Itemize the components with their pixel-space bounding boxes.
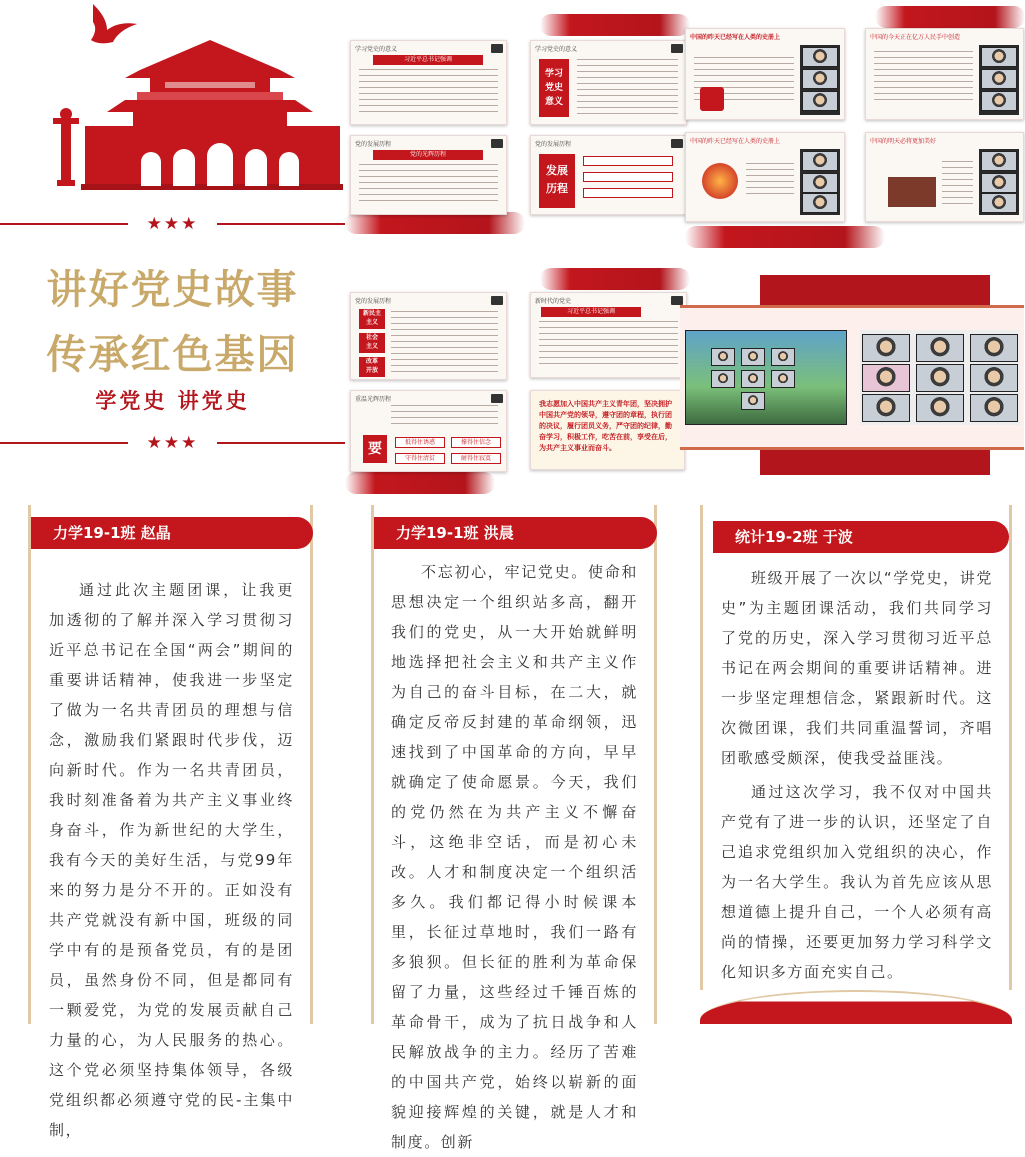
slide-text-lines	[577, 59, 678, 115]
stars-divider-top: ★★★	[0, 214, 345, 234]
slide-thumbnail[interactable]: 学习党史的意义 习近平总书记强调	[350, 40, 507, 125]
essay-card-hong-chen	[371, 505, 657, 1151]
essay-card-yu-bo	[700, 505, 1012, 990]
brush-stroke	[540, 14, 690, 36]
slide-thumbnail[interactable]: 党的发展历程 发展 历程	[530, 135, 687, 215]
sun-image	[702, 163, 738, 199]
slide-thumbnail-oath[interactable]: 我志愿加入中国共产主义青年团，坚决拥护中国共产党的领导，遵守团的章程，执行团的决议，履行团员义务，严守团的纪律，勤奋学习，积极工作，吃苦在前，享受在后，为共产主义事业而奋斗。	[530, 390, 685, 470]
stars-divider-bottom: ★★★	[0, 433, 345, 453]
video-call-grid	[860, 330, 1020, 425]
author-label: 力学19-1班 赵晶	[31, 517, 313, 549]
author-label: 统计19-2班 于波	[713, 521, 1009, 553]
camera-icon	[491, 296, 503, 305]
tiananmen-illustration	[45, 0, 345, 200]
brush-stroke	[685, 226, 885, 248]
brush-stroke	[345, 472, 495, 494]
brush-stroke	[345, 212, 525, 234]
slide-thumbnail[interactable]: 学习党史的意义 学习 党史 意义	[530, 40, 687, 125]
brush-stroke	[540, 268, 690, 290]
essay-text: 不忘初心，牢记党史。使命和思想决定一个组织站多高，翻开我们的党史，从一大开始就鲜明地选择把社会主义和共产主义作为自己的奋斗目标，在二大，就确定反帝反封建的革命纲领，迅速找到了中国革命的方向，早早就确定了使命愿景。今天，我们的党仍然在为共产主义不懈奋斗，这绝非空话，而是初心未改。人才和制度决定一个组织活多久。我们都记得小时候课本里，长征过草地时，我们一路有多狼狈。但长征的胜利为革命保留了力量，这些经过千锤百炼的革命骨干，成为了抗日战争和人民解放战争的主力。经历了苦难的中国共产党，始终以崭新的面貌迎接辉煌的关键，就是人才和制度。创新	[391, 563, 638, 1151]
slide-thumbnail[interactable]: 中国的昨天已经写在人类的史册上	[685, 28, 845, 120]
camera-icon	[491, 394, 503, 403]
slide-text-lines	[539, 321, 678, 367]
slide-text-lines	[391, 405, 498, 429]
poster-panel	[0, 0, 345, 505]
card-decorative-footer	[700, 990, 1012, 1024]
camera-icon	[671, 44, 683, 53]
slide-thumbnail[interactable]: 中国的明天必将更加美好	[865, 132, 1024, 222]
slide-thumbnail[interactable]: 重温光辉历程 要 抵得住诱惑 撑得住信念 守得住清贫 耐得住寂寞	[350, 390, 507, 472]
poster-title-line1: 讲好党史故事	[46, 267, 299, 313]
slide-thumbnails-panel	[345, 0, 1024, 505]
poster-title-line2: 传承红色基因	[46, 332, 299, 378]
video-sidebar	[979, 45, 1019, 115]
slide-thumbnail[interactable]: 中国的昨天已经写在人类的史册上	[685, 132, 845, 222]
essay-text: 通过此次主题团课，让我更加透彻的了解并深入学习贯彻习近平总书记在全国“两会”期间的重要讲话精神，使我进一步坚定了做为一名共青团员的理想与信念，激励我们紧跟时代步伐，迈向新时代。作为一名共青团员，我时刻准备着为共产主义事业终身奋斗，作为新世纪的大学生，我有今天的美好生活，与党99年来的努力是分不开的。正如没有共产党就没有新中国，班级的同学中有的是预备党员，有的是团员，虽然身份不同，但是都同有一颗爱党，为党的发展贡献自己力量的心，为人民服务的热心。这个党必须坚持集体领导，各级党组织都必须遵守党的民-主集中制，	[49, 581, 294, 1139]
camera-icon	[671, 139, 683, 148]
slide-text-lines	[391, 311, 498, 373]
camera-icon	[491, 44, 503, 53]
slide-thumbnail[interactable]: 中国的今天正在亿万人民手中创造	[865, 28, 1024, 120]
party-emblem-icon	[700, 87, 724, 111]
slide-text-lines	[874, 51, 973, 101]
camera-icon	[491, 139, 503, 148]
essay-card-zhao-jing	[28, 505, 313, 1139]
assembly-photo	[888, 177, 936, 207]
slide-thumbnail[interactable]: 新时代的党史 习近平总书记强调	[530, 292, 687, 378]
slide-text-lines	[942, 161, 973, 207]
slide-thumbnail[interactable]: 党的发展历程 新民主 主义 社会 主义 改革 开放	[350, 292, 507, 380]
video-sidebar	[800, 149, 840, 215]
author-label: 力学19-1班 洪晨	[374, 517, 657, 549]
poster-subtitle: 学党史 讲党史	[95, 389, 250, 413]
slide-text-lines	[359, 69, 498, 113]
slide-text-lines	[746, 163, 794, 199]
brush-stroke	[875, 6, 1025, 28]
video-call-grid	[685, 330, 847, 425]
video-sidebar	[979, 149, 1019, 215]
essay-text: 班级开展了一次以“学党史，讲党史”为主题团课活动，我们共同学习了党的历史，深入学习贯彻习近平总书记在两会期间的重要讲话精神。进一步坚定理想信念，紧跟新时代。这次微团课，我们共同重温誓词，齐唱团歌感受颇深，使我受益匪浅。 通过这次学习，我不仅对中国共产党有了进一步的认识，还坚定了自己追求党组织加入党组织的决心，作为一名大学生。我认为首先应该从思想道德上提升自己，一个人必须有高尚的情操，还要更加努力学习科学文化知识多方面充实自己。	[721, 569, 993, 981]
slide-text-lines	[359, 164, 498, 204]
camera-icon	[671, 296, 683, 305]
slide-thumbnail[interactable]: 党的发展历程 党的光辉历程	[350, 135, 507, 215]
video-sidebar	[800, 45, 840, 115]
